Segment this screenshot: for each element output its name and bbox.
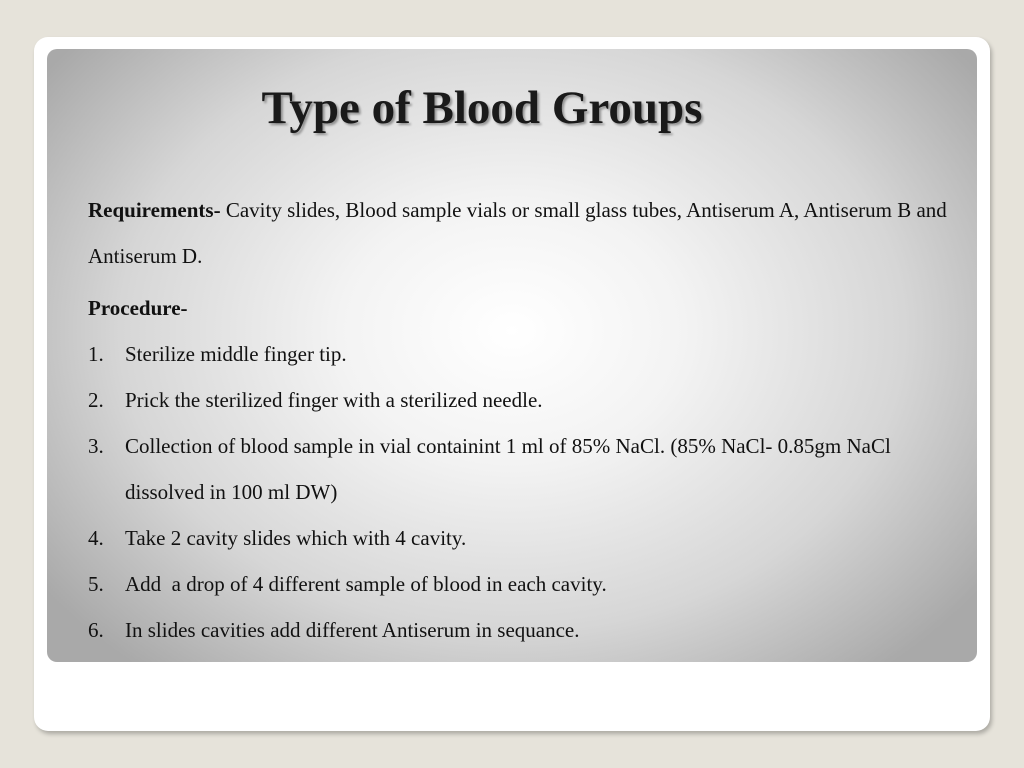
procedure-step	[88, 331, 968, 377]
procedure-step	[88, 377, 968, 423]
requirements-text: Cavity slides, Blood sample vials or small glass tubes, Antiserum A, Antiserum B and Antiserum D.	[88, 198, 947, 268]
procedure-step	[88, 607, 968, 653]
step-number: 3.	[88, 434, 104, 458]
step-text: In slides cavities add different Antiserum in sequance.	[125, 618, 580, 642]
step-number: 6.	[88, 618, 104, 642]
step-text: Sterilize middle finger tip.	[125, 342, 347, 366]
step-number: 4.	[88, 526, 104, 550]
slide-title: Type of Blood Groups	[261, 82, 703, 134]
procedure-step	[88, 561, 968, 607]
step-number: 5.	[88, 572, 104, 596]
slide-frame	[34, 37, 990, 731]
step-text: Add a drop of 4 different sample of blood in each cavity.	[125, 572, 607, 596]
step-text: Collection of blood sample in vial containint 1 ml of 85% NaCl. (85% NaCl- 0.85gm NaCl dissolved in 100 ml DW)	[125, 434, 891, 504]
requirements-label: Requirements-	[88, 198, 221, 222]
step-number: 2.	[88, 388, 104, 412]
content-panel	[47, 49, 977, 662]
procedure-step	[88, 515, 968, 561]
requirements-paragraph	[88, 187, 968, 279]
procedure-steps	[88, 331, 968, 653]
step-number: 1.	[88, 342, 104, 366]
procedure-step	[88, 423, 968, 515]
procedure-heading: Procedure-	[88, 296, 188, 320]
slide-body	[88, 187, 968, 653]
step-text: Take 2 cavity slides which with 4 cavity.	[125, 526, 467, 550]
step-text: Prick the sterilized finger with a sterilized needle.	[125, 388, 543, 412]
